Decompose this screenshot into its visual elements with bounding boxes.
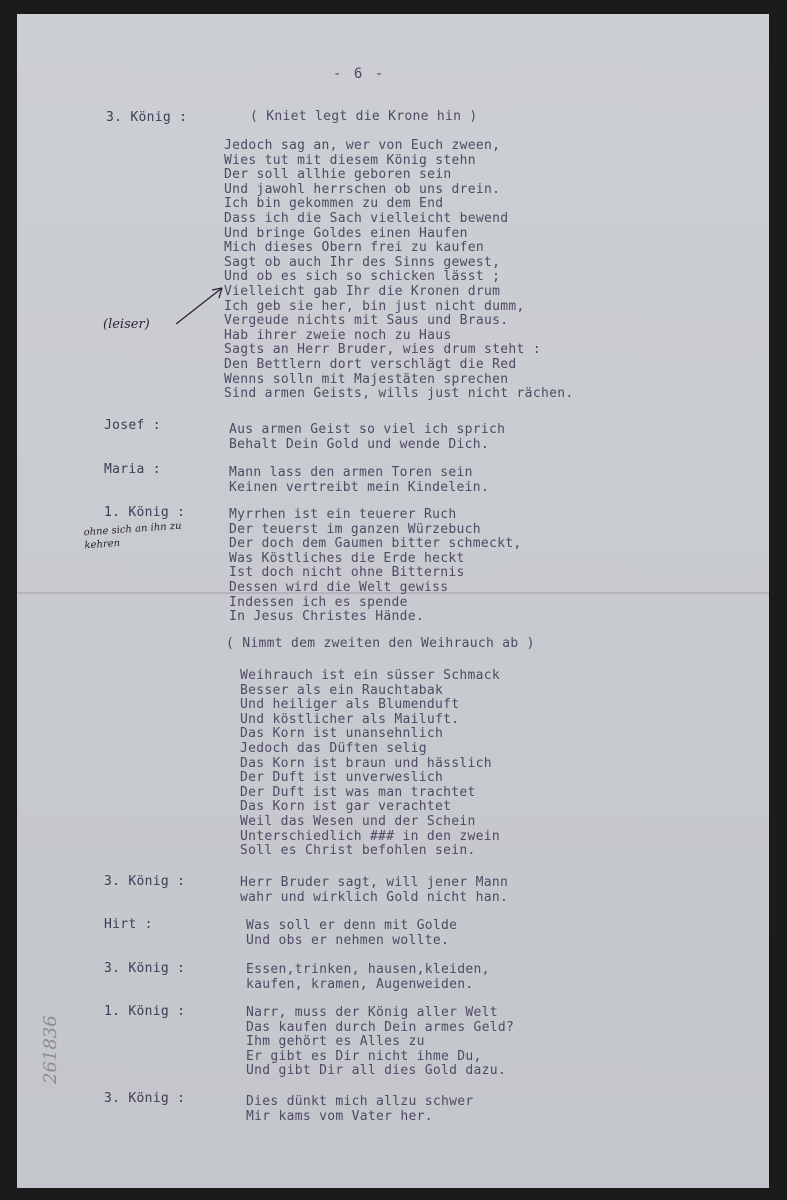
verse-line: Herr Bruder sagt, will jener Mann — [240, 875, 509, 890]
verse-line: Vielleicht gab Ihr die Kronen drum — [224, 283, 501, 299]
verse-line: Dass ich die Sach vielleicht bewend — [224, 210, 509, 226]
verse-line: Vergeude nichts mit Saus und Braus. — [224, 313, 509, 329]
stage-direction: ( Kniet legt die Krone hin ) — [250, 109, 478, 124]
verse-line: Er gibt es Dir nicht ihme Du, — [246, 1048, 482, 1064]
verse-line: Und ob es sich so schicken lässt ; — [224, 269, 501, 285]
stage-direction: ( Nimmt dem zweiten den Weihrauch ab ) — [226, 636, 535, 651]
verse-line: Das Korn ist unansehnlich — [240, 726, 444, 742]
verse-block — [240, 669, 500, 859]
verse-line: Wenns solln mit Majestäten sprechen — [224, 371, 509, 387]
verse-line: Dies dünkt mich allzu schwer — [246, 1094, 474, 1109]
verse-line: Und köstlicher als Mailuft. — [240, 711, 460, 727]
verse-line: Und heiliger als Blumenduft — [240, 697, 460, 713]
verse-line: Der Duft ist unverweslich — [240, 770, 444, 786]
verse-line: Der doch dem Gaumen bitter schmeckt, — [229, 536, 522, 552]
verse-line: kehren — [84, 537, 121, 552]
speaker-label: Maria : — [104, 462, 161, 477]
verse-line: Myrrhen ist ein teuerer Ruch — [229, 507, 457, 522]
verse-line: Keinen vertreibt mein Kindelein. — [229, 479, 490, 495]
verse-block — [246, 1095, 474, 1124]
verse-block — [240, 876, 508, 905]
verse-block — [246, 1006, 514, 1079]
speaker-label: 1. König : — [104, 505, 186, 520]
speaker-label: 1. König : — [104, 1004, 186, 1019]
verse-line: Sagt ob auch Ihr des Sinns gewest, — [224, 254, 501, 270]
verse-block — [246, 919, 457, 948]
verse-line: Essen,trinken, hausen,kleiden, — [246, 962, 490, 977]
verse-line: Hab ihrer zweie noch zu Haus — [224, 327, 452, 343]
page-number: - 6 - — [333, 66, 386, 82]
verse-line: Narr, muss der König aller Welt — [246, 1005, 498, 1020]
verse-line: Weil das Wesen und der Schein — [240, 813, 476, 829]
verse-line: Unterschiedlich ### in den zwein — [240, 828, 501, 844]
verse-line: Jedoch das Düften selig — [240, 740, 427, 756]
verse-line: Das Korn ist braun und hässlich — [240, 755, 492, 771]
verse-line: Ich geb sie her, bin just nicht dumm, — [224, 298, 525, 314]
verse-line: Der Duft ist was man trachtet — [240, 784, 476, 800]
verse-line: Wies tut mit diesem König stehn — [224, 152, 476, 168]
verse-line: Soll es Christ befohlen sein. — [240, 843, 476, 859]
verse-line: wahr und wirklich Gold nicht han. — [240, 889, 509, 905]
handwritten-arrow-icon — [170, 280, 230, 330]
verse-line: Der teuerst im ganzen Würzebuch — [229, 521, 481, 537]
verse-line: Besser als ein Rauchtabak — [240, 682, 444, 698]
verse-line: Was soll er denn mit Golde — [246, 918, 458, 933]
speaker-label: 3. König : — [106, 110, 188, 125]
verse-block — [229, 423, 505, 452]
verse-line: Mich dieses Obern frei zu kaufen — [224, 240, 485, 256]
verse-line: ohne sich an ihn zu — [83, 520, 182, 539]
speaker-label: Hirt : — [104, 917, 153, 932]
verse-line: Jedoch sag an, wer von Euch zween, — [224, 138, 501, 153]
verse-line: Aus armen Geist so viel ich sprich — [229, 422, 506, 437]
verse-block — [229, 466, 489, 495]
verse-block — [224, 139, 573, 402]
verse-line: Mann lass den armen Toren sein — [229, 465, 473, 480]
verse-line: Sagts an Herr Bruder, wies drum steht : — [224, 342, 541, 358]
verse-block — [229, 508, 522, 625]
verse-line: In Jesus Christes Hände. — [229, 609, 425, 625]
speaker-label: 3. König : — [104, 874, 186, 889]
verse-line: Und bringe Goldes einen Haufen — [224, 225, 468, 241]
verse-line: Den Bettlern dort verschlägt die Red — [224, 356, 517, 372]
verse-block — [246, 963, 490, 992]
verse-line: Mir kams vom Vater her. — [246, 1108, 433, 1124]
verse-line: Behalt Dein Gold und wende Dich. — [229, 436, 490, 452]
speaker-label: 3. König : — [104, 961, 186, 976]
pencil-archive-number: 261836 — [40, 1015, 61, 1084]
verse-line: Der soll allhie geboren sein — [224, 167, 452, 183]
verse-line: Und gibt Dir all dies Gold dazu. — [246, 1063, 507, 1079]
verse-line: Das Korn ist gar verachtet — [240, 799, 452, 815]
verse-line: Sind armen Geists, wills just nicht rächen. — [224, 386, 574, 402]
verse-line: Ist doch nicht ohne Bitternis — [229, 565, 465, 581]
verse-line: Und jawohl herrschen ob uns drein. — [224, 181, 501, 197]
verse-line: Ihm gehört es Alles zu — [246, 1034, 425, 1050]
speaker-label: Josef : — [104, 418, 161, 433]
verse-line: kaufen, kramen, Augenweiden. — [246, 976, 474, 992]
verse-line: Dessen wird die Welt gewiss — [229, 579, 449, 595]
verse-line: Ich bin gekommen zu dem End — [224, 196, 444, 212]
verse-line: Was Köstliches die Erde heckt — [229, 550, 465, 566]
verse-line: Und obs er nehmen wollte. — [246, 932, 450, 948]
verse-line: Weihrauch ist ein süsser Schmack — [240, 668, 501, 683]
handwritten-note-leiser: (leiser) — [103, 317, 150, 332]
verse-line: Indessen ich es spende — [229, 594, 408, 610]
verse-line: Das kaufen durch Dein armes Geld? — [246, 1019, 515, 1035]
speaker-label: 3. König : — [104, 1091, 186, 1106]
